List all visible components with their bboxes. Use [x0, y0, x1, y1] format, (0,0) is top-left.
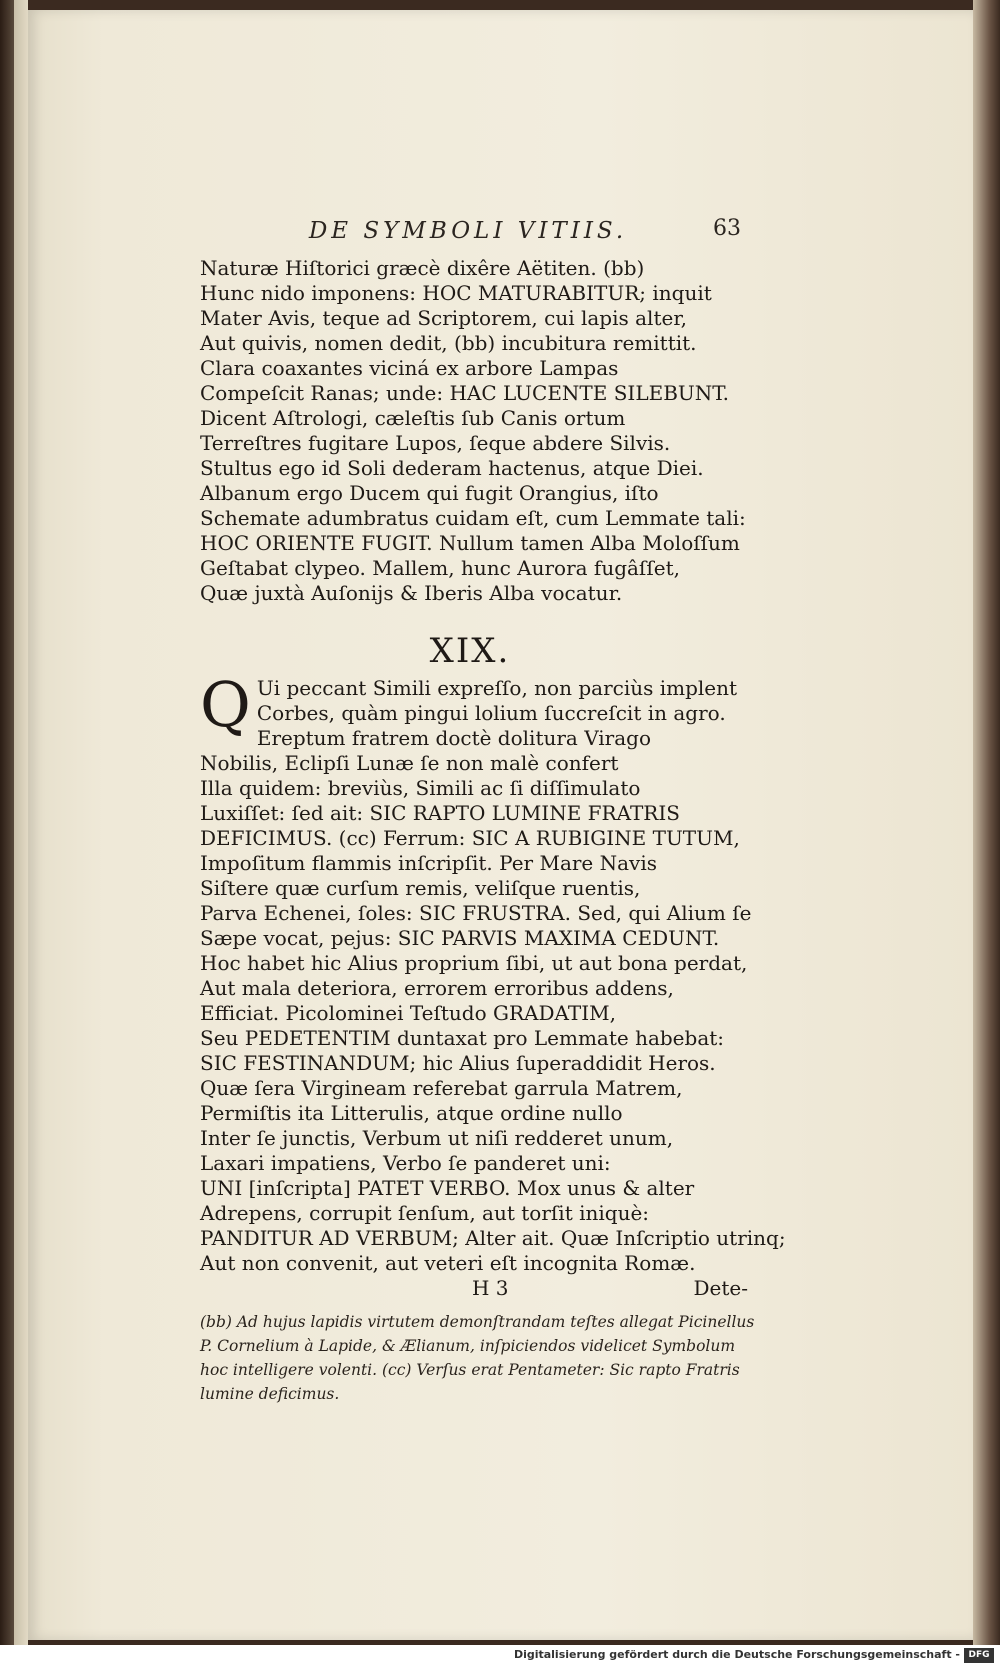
verse-line: Albanum ergo Ducem qui fugit Orangius, iſto [200, 481, 659, 505]
verse-line: Hoc habet hic Alius proprium ſibi, ut aut bona perdat, [200, 951, 748, 975]
verse-line: Schemate adumbratus cuidam eſt, cum Lemmate tali: [200, 506, 746, 530]
verse-line: Luxiſſet: ſed ait: SIC RAPTO LUMINE FRATRIS [200, 801, 680, 825]
footnote-line: P. Cornelium à Lapide, & Ælianum, inſpiciendos videlicet Symbolum [200, 1337, 736, 1355]
footnote-line: hoc intelligere volenti. (cc) Verſus erat Pentameter: Sic rapto Fratris [200, 1361, 740, 1379]
verse-line-first: Ui peccant Simili expreſſo, non parciùs implent [256, 676, 738, 700]
verse-line: Quæ ſera Virgineam referebat garrula Matrem, [200, 1076, 683, 1100]
verse-line: Aut non convenit, aut veteri eſt incognita Romæ. [200, 1251, 696, 1275]
verse-line: Laxari impatiens, Verbo ſe panderet uni: [200, 1151, 611, 1175]
verse-line: HOC ORIENTE FUGIT. Nullum tamen Alba Moloſſum [200, 531, 740, 555]
verse-line: Siſtere quæ curſum remis, veliſque ruentis, [200, 876, 641, 900]
verse-line: Dicent Aſtrologi, cæleſtis ſub Canis ortum [200, 406, 626, 430]
section-heading: XIX. [429, 631, 511, 671]
drop-capital: Q [200, 668, 251, 741]
page-edge-right [973, 0, 1000, 1645]
verse-line: Geſtabat clypeo. Mallem, hunc Aurora fugâſſet, [200, 556, 680, 580]
verse-line: Inter ſe junctis, Verbum ut niſi redderet unum, [200, 1126, 674, 1150]
book-page [28, 10, 973, 1640]
verse-lines [200, 726, 786, 1276]
footer-credit: Digitalisierung gefördert durch die Deutsche Forschungsgemeinschaft - [513, 1648, 960, 1661]
running-head: DE SYMBOLI VITIIS. [308, 218, 628, 244]
verse-line: Impoſitum flammis inſcripſit. Per Mare Navis [200, 851, 658, 875]
verse-line: Naturæ Hiſtorici græcè dixêre Aëtiten. (bb) [200, 256, 645, 280]
verse-line: Seu PEDETENTIM duntaxat pro Lemmate habebat: [200, 1026, 725, 1050]
book-binding [0, 0, 14, 1667]
verse-block-1 [200, 256, 746, 606]
verse-line: SIC FESTINANDUM; hic Alius ſuperaddidit Heros. [200, 1051, 716, 1075]
catchline [200, 1276, 748, 1301]
verse-line: Nobilis, Eclipſi Lunæ ſe non malè confert [200, 751, 619, 775]
verse-line: Illa quidem: breviùs, Simili ac ſi diſſimulato [200, 776, 641, 800]
verse-line: Hunc nido imponens: HOC MATURABITUR; inquit [200, 281, 712, 305]
footer-bar [0, 1645, 1000, 1667]
verse-line: Stultus ego id Soli dederam hactenus, atque Diei. [200, 456, 704, 480]
verse-line: Compeſcit Ranas; unde: HAC LUCENTE SILEBUNT. [200, 381, 730, 405]
footnote-line: lumine deficimus. [200, 1385, 340, 1403]
verse-line: Quæ juxtà Auſonijs & Iberis Alba vocatur. [200, 581, 623, 605]
verse-line: Sæpe vocat, pejus: SIC PARVIS MAXIMA CEDUNT. [200, 926, 720, 950]
verse-line: Ereptum fratrem doctè dolitura Virago [256, 726, 652, 750]
signature-mark: H 3 [472, 1276, 509, 1300]
verse-line: PANDITUR AD VERBUM; Alter ait. Quæ Inſcriptio utrinq; [200, 1226, 786, 1250]
footnotes [200, 1310, 755, 1406]
verse-line: Mater Avis, teque ad Scriptorem, cui lapis alter, [200, 306, 688, 330]
verse-line: Terreſtres fugitare Lupos, ſeque abdere Silvis. [200, 431, 671, 455]
verse-line: DEFICIMUS. (cc) Ferrum: SIC A RUBIGINE TUTUM, [200, 826, 740, 850]
dfg-logo-icon: DFG [964, 1648, 994, 1663]
verse-line: Clara coaxantes viciná ex arbore Lampas [200, 356, 619, 380]
verse-block-2 [200, 668, 786, 1276]
previous-page-edge [14, 0, 28, 1645]
verse-line: Adrepens, corrupit ſenſum, aut torſit iniquè: [200, 1201, 650, 1225]
verse-line: UNI [inſcripta] PATET VERBO. Mox unus & alter [200, 1176, 695, 1200]
verse-line: Permiſtis ita Litterulis, atque ordine nullo [200, 1101, 623, 1125]
footnote-line: (bb) Ad hujus lapidis virtutem demonſtrandam teſtes allegat Picinellus [200, 1313, 755, 1331]
verse-line: Aut quivis, nomen dedit, (bb) incubitura remittit. [200, 331, 697, 355]
page-number: 63 [713, 216, 741, 241]
verse-line-second: Corbes, quàm pingui lolium ſuccreſcit in agro. [256, 701, 726, 725]
verse-line: Parva Echenei, ſoles: SIC FRUSTRA. Sed, qui Alium ſe [200, 901, 752, 925]
catchword: Dete- [693, 1276, 748, 1300]
verse-line: Aut mala deteriora, errorem erroribus addens, [200, 976, 674, 1000]
verse-line: Efficiat. Picolominei Teſtudo GRADATIM, [200, 1001, 616, 1025]
